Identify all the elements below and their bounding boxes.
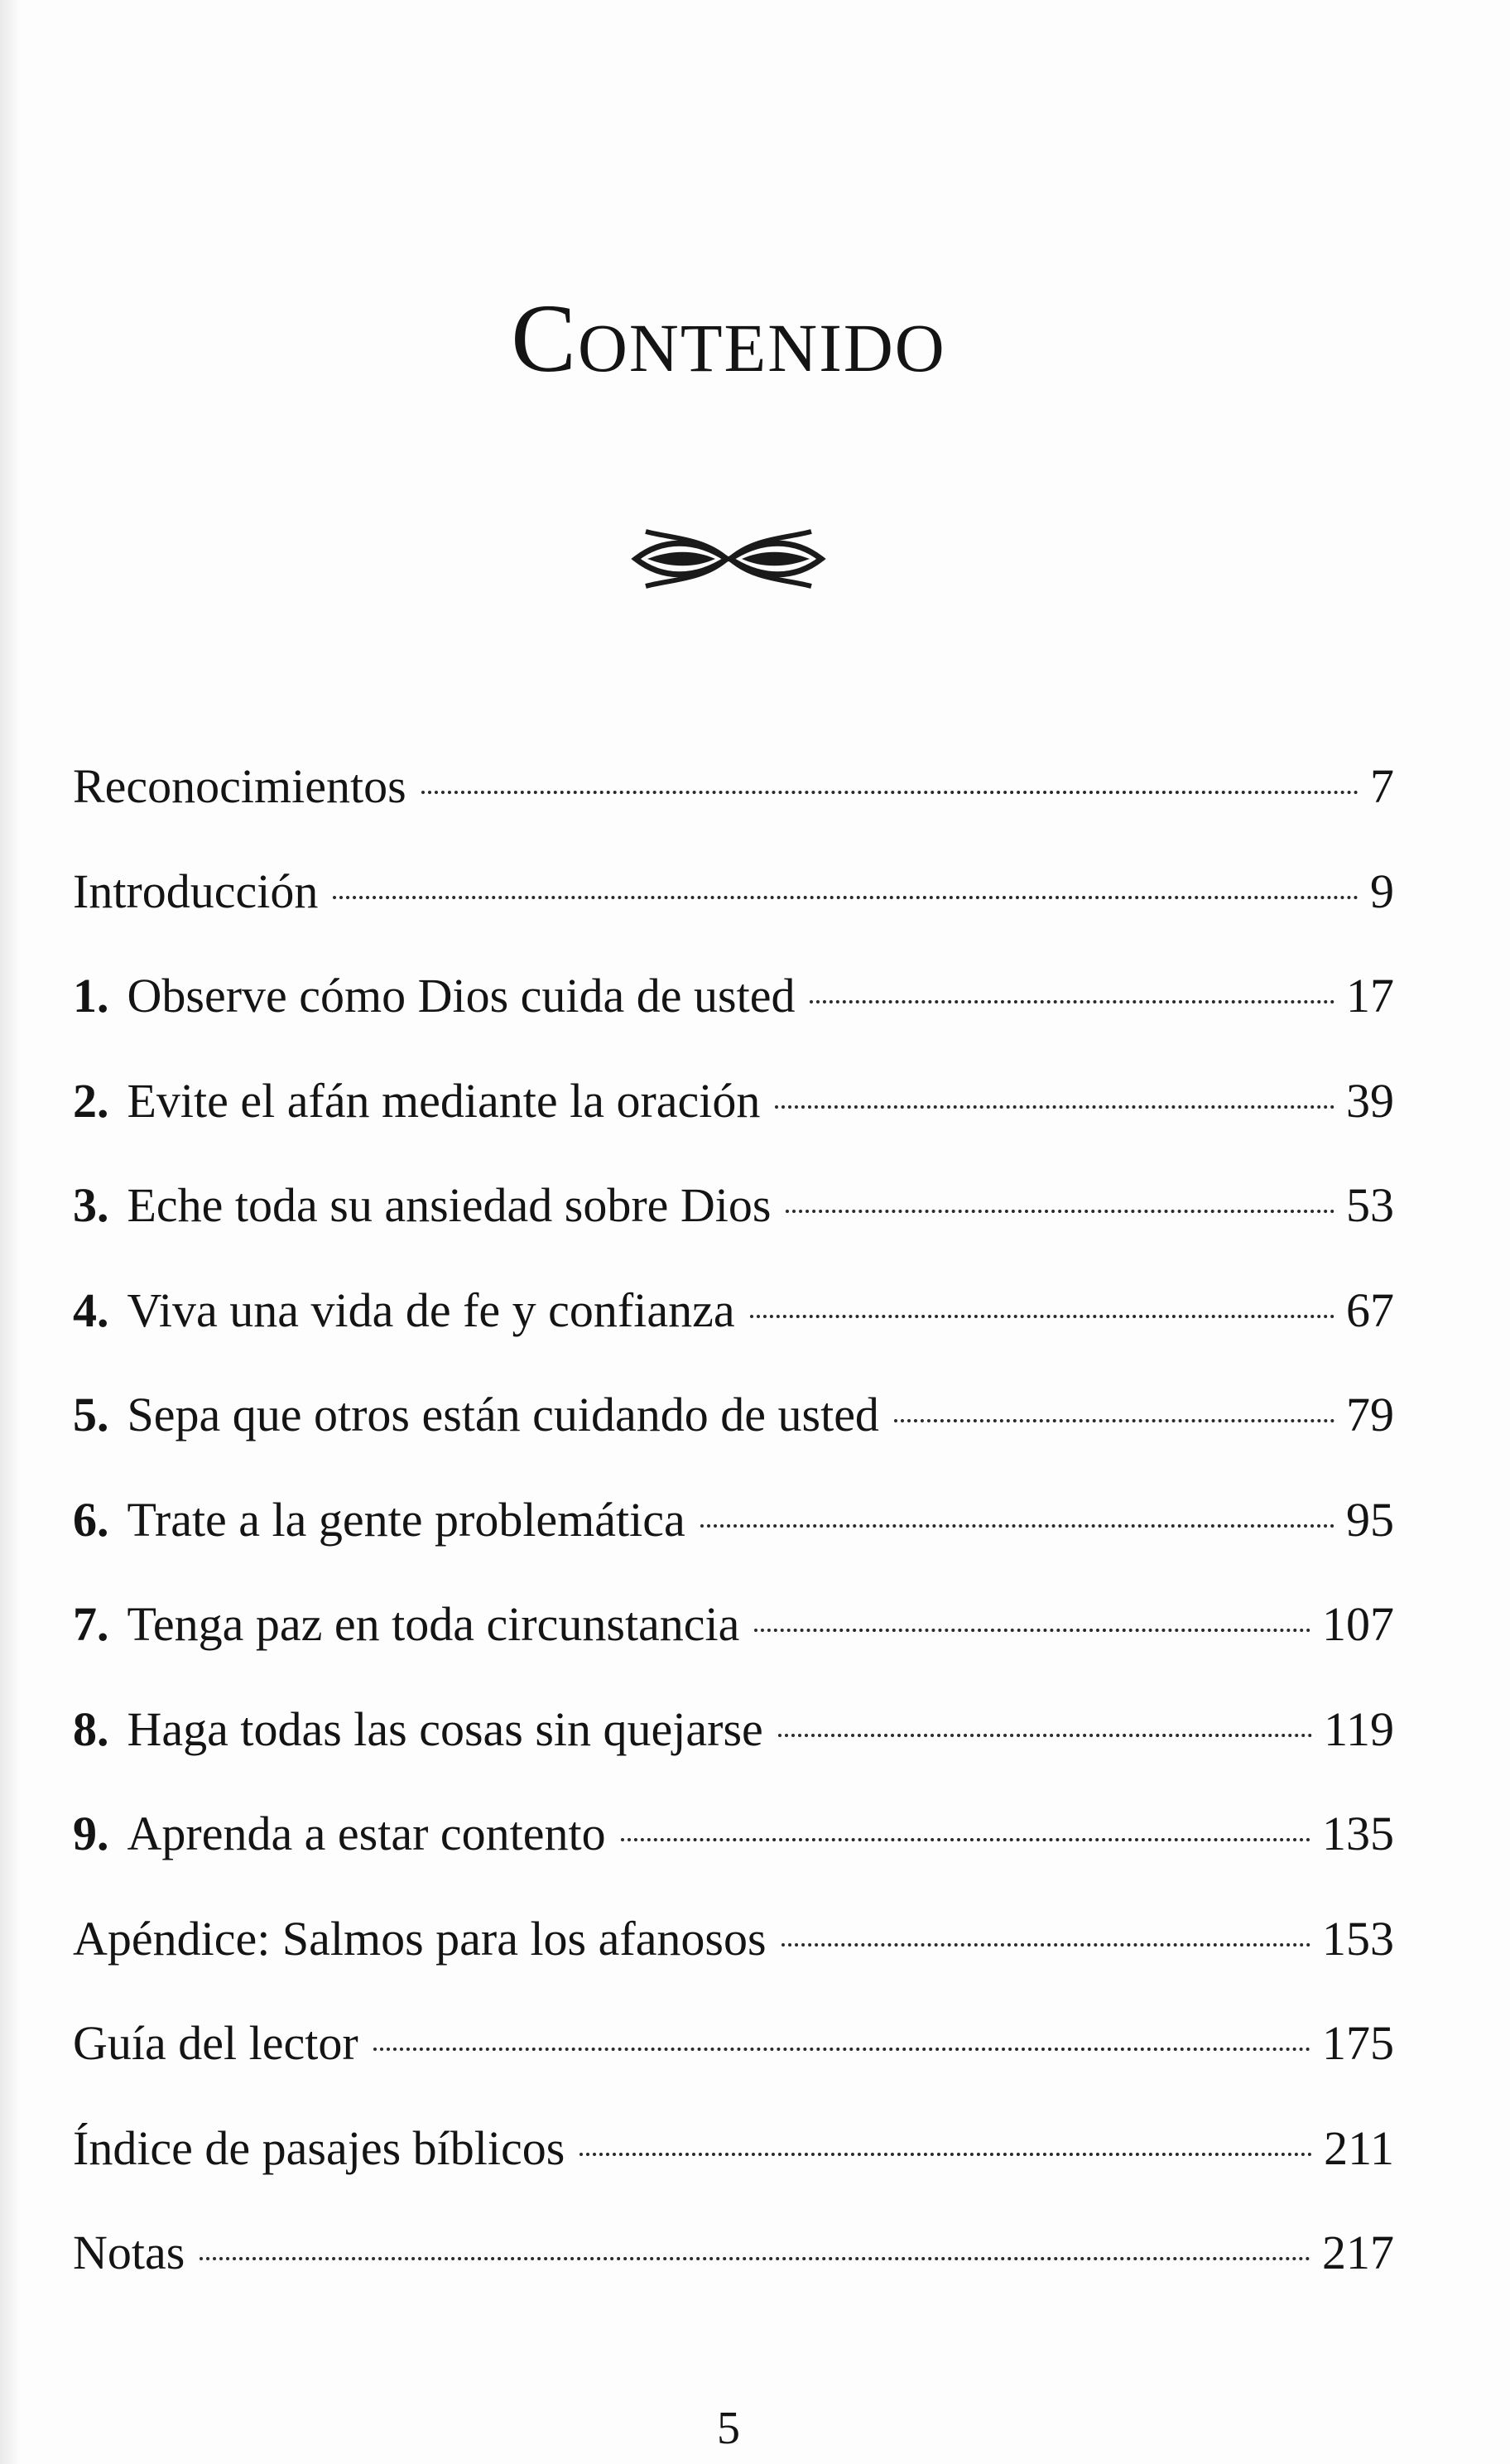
entry-title: Guía del lector bbox=[73, 2016, 358, 2070]
dot-leader bbox=[621, 1838, 1310, 1841]
entry-title: Sepa que otros están cuidando de usted bbox=[127, 1388, 879, 1441]
toc-entry bbox=[73, 2014, 1394, 2120]
page-number: 5 bbox=[717, 2403, 740, 2454]
entry-page-number: 211 bbox=[1324, 2120, 1394, 2175]
entry-page-number: 95 bbox=[1346, 1492, 1394, 1547]
entry-page-number: 153 bbox=[1322, 1911, 1394, 1966]
entry-title: Observe cómo Dios cuida de usted bbox=[127, 969, 796, 1023]
dot-leader bbox=[781, 1943, 1310, 1947]
entry-page-number: 79 bbox=[1346, 1388, 1394, 1441]
entry-page-number: 217 bbox=[1322, 2226, 1394, 2279]
chapter-number: 6. bbox=[73, 1492, 109, 1547]
entry-page-number: 39 bbox=[1346, 1073, 1394, 1128]
entry-title: Reconocimientos bbox=[73, 759, 406, 813]
dot-leader bbox=[373, 2048, 1310, 2051]
page-title: Contenido bbox=[511, 284, 946, 392]
toc-entry bbox=[73, 2224, 1394, 2329]
dot-leader bbox=[700, 1524, 1334, 1528]
toc-entry bbox=[73, 1386, 1394, 1491]
chapter-number: 4. bbox=[73, 1283, 109, 1337]
dot-leader bbox=[200, 2257, 1310, 2260]
chapter-number: 8. bbox=[73, 1701, 109, 1756]
chapter-number: 2. bbox=[73, 1073, 109, 1128]
dot-leader bbox=[810, 1000, 1334, 1003]
toc-entry bbox=[73, 1910, 1394, 2015]
dot-leader bbox=[778, 1734, 1312, 1737]
entry-title: Evite el afán mediante la oración bbox=[127, 1073, 761, 1128]
entry-title: Apéndice: Salmos para los afanosos bbox=[73, 1911, 767, 1966]
toc-entry bbox=[73, 967, 1394, 1072]
entry-page-number: 53 bbox=[1346, 1178, 1394, 1232]
entry-page-number: 7 bbox=[1370, 759, 1394, 813]
toc-entry bbox=[73, 2120, 1394, 2225]
entry-title: Aprenda a estar contento bbox=[127, 1807, 606, 1860]
dot-leader bbox=[421, 791, 1359, 794]
chapter-number: 1. bbox=[73, 969, 109, 1023]
dot-leader bbox=[333, 896, 1359, 899]
entry-page-number: 135 bbox=[1322, 1807, 1394, 1860]
dot-leader bbox=[750, 1315, 1334, 1318]
entry-page-number: 119 bbox=[1324, 1701, 1394, 1756]
toc-entry bbox=[73, 1701, 1394, 1806]
entry-page-number: 67 bbox=[1346, 1283, 1394, 1337]
entry-title: Trate a la gente problemática bbox=[127, 1492, 685, 1547]
chapter-number: 9. bbox=[73, 1807, 109, 1860]
entry-title: Tenga paz en toda circunstancia bbox=[127, 1597, 740, 1651]
toc-entry bbox=[73, 1491, 1394, 1596]
ornament-divider-icon bbox=[629, 513, 828, 604]
entry-page-number: 107 bbox=[1322, 1597, 1394, 1651]
chapter-number: 7. bbox=[73, 1597, 109, 1651]
dot-leader bbox=[786, 1210, 1334, 1213]
entry-title: Índice de pasajes bíblicos bbox=[73, 2120, 565, 2175]
dot-leader bbox=[579, 2153, 1312, 2156]
toc-entry bbox=[73, 1072, 1394, 1177]
toc-entry bbox=[73, 758, 1394, 863]
toc-entry bbox=[73, 1282, 1394, 1387]
entry-page-number: 17 bbox=[1346, 969, 1394, 1023]
chapter-number: 3. bbox=[73, 1178, 109, 1232]
toc-entry bbox=[73, 863, 1394, 968]
toc-entry bbox=[73, 1805, 1394, 1910]
dot-leader bbox=[754, 1629, 1310, 1632]
entry-title: Eche toda su ansiedad sobre Dios bbox=[127, 1178, 772, 1232]
entry-title: Viva una vida de fe y confianza bbox=[127, 1283, 735, 1337]
toc-entry bbox=[73, 1595, 1394, 1701]
entry-page-number: 175 bbox=[1322, 2016, 1394, 2070]
toc-entry bbox=[73, 1177, 1394, 1282]
entry-title: Notas bbox=[73, 2226, 185, 2279]
dot-leader bbox=[894, 1419, 1334, 1422]
entry-title: Haga todas las cosas sin quejarse bbox=[127, 1701, 763, 1756]
entry-title: Introducción bbox=[73, 864, 319, 918]
dot-leader bbox=[775, 1105, 1334, 1109]
table-of-contents bbox=[73, 758, 1394, 2329]
entry-page-number: 9 bbox=[1370, 864, 1394, 918]
chapter-number: 5. bbox=[73, 1388, 109, 1441]
